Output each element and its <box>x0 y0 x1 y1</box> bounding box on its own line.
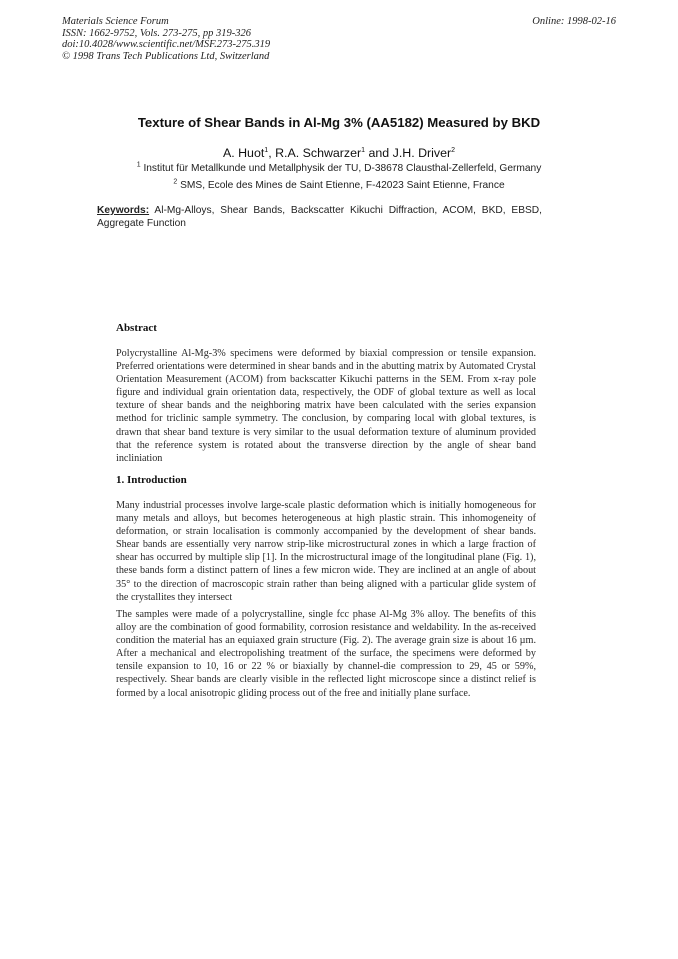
abstract-text: Polycrystalline Al-Mg-3% specimens were deformed by biaxial compression or tensile expansion. Preferred orientations were determined in shear bands and in the abutting matrix by Automated Crystal Orientation Measurement (ACOM) from backscatter Kikuchi patterns in the SEM. From x-ray pole figure and individual grain orientation data, respectively, the ODF of global texture as well as local texture of shear bands and the neighboring matrix have been calculated with the series expansion method for triclinic sample symmetry. The conclusion, by comparing local with global textures, is drawn that shear band texture is very similar to the usual deformation texture of aluminum provided that the reference system is rotated about the transverse direction by the angle of shear band incliniation <box>116 348 536 464</box>
affiliation-marker: 2 <box>451 146 456 154</box>
copyright-line: © 1998 Trans Tech Publications Ltd, Switzerland <box>62 50 270 62</box>
keywords <box>97 204 542 230</box>
author-list <box>0 146 678 160</box>
paper-title: Texture of Shear Bands in Al-Mg 3% (AA5182) Measured by BKD <box>137 115 541 130</box>
affiliation-marker: 1 <box>361 146 366 154</box>
affiliation-1 <box>0 163 678 174</box>
citation-header <box>62 16 270 62</box>
affiliation-number: 1 <box>136 161 141 169</box>
abstract-heading: Abstract <box>116 322 157 334</box>
affiliation-text: Institut für Metallkunde und Metallphysik der TU, D-38678 Clausthal-Zellerfeld, Germany <box>143 163 542 174</box>
keywords-label: Keywords: <box>97 205 150 216</box>
doi-link[interactable]: doi:10.4028/www.scientific.net/MSF.273-275.319 <box>62 39 271 50</box>
author-separator: , <box>268 146 276 160</box>
journal-name: Materials Science Forum <box>62 16 169 27</box>
online-date: Online: 1998-02-16 <box>532 16 616 27</box>
affiliation-number: 2 <box>173 178 178 186</box>
author-name: R.A. Schwarzer <box>275 146 362 160</box>
keywords-text: Al-Mg-Alloys, Shear Bands, Backscatter Kikuchi Diffraction, ACOM, BKD, EBSD, Aggregate Function <box>97 205 542 229</box>
author-name: J.H. Driver <box>392 146 452 160</box>
introduction-paragraph-2: The samples were made of a polycrystalline, single fcc phase Al-Mg 3% alloy. The benefits of this alloy are the combination of good formability, corrosion resistance and weldability. In the as-received condition the material has an equiaxed grain structure (Fig. 2). The average grain size is about 16 µm. After a mechanical and electropolishing treatment of the surface, the specimens were deformed by tensile expansion to 10, 16 or 22 % or biaxially by channel-die compression to 29, 45 or 59%, respectively. Shear bands are clearly visible in the reflected light microscope since a distinct relief is formed by a local anisotropic gliding process out of the free and initially plane surface. <box>116 609 536 699</box>
issn-line: ISSN: 1662-9752, Vols. 273-275, pp 319-326 <box>62 27 251 39</box>
affiliation-text: SMS, Ecole des Mines de Saint Etienne, F-42023 Saint Etienne, France <box>180 180 505 191</box>
affiliation-2 <box>0 180 678 191</box>
author-separator: and <box>365 146 393 160</box>
introduction-heading: 1. Introduction <box>116 474 187 486</box>
author-name: A. Huot <box>222 146 265 160</box>
affiliation-marker: 1 <box>264 146 269 154</box>
introduction-paragraph-1: Many industrial processes involve large-scale plastic deformation which is initially homogeneous for many metals and alloys, but becomes heterogeneous at high plastic strain. This inhomogeneity of deformation, or strain localisation is commonly accompanied by the development of shear bands. Shear bands are essentially very narrow strip-like microstructural zones in which a large fraction of shear has occurred by multiple slip [1]. In the microstructural image of the longitudinal plane (Fig. 1), these bands form a distinct pattern of lines a few micron wide. They are inclined at an angle of about 35° to the direction of macroscopic strain rather than being aligned with a particular glide system of the crystallites they intersect <box>116 500 536 603</box>
